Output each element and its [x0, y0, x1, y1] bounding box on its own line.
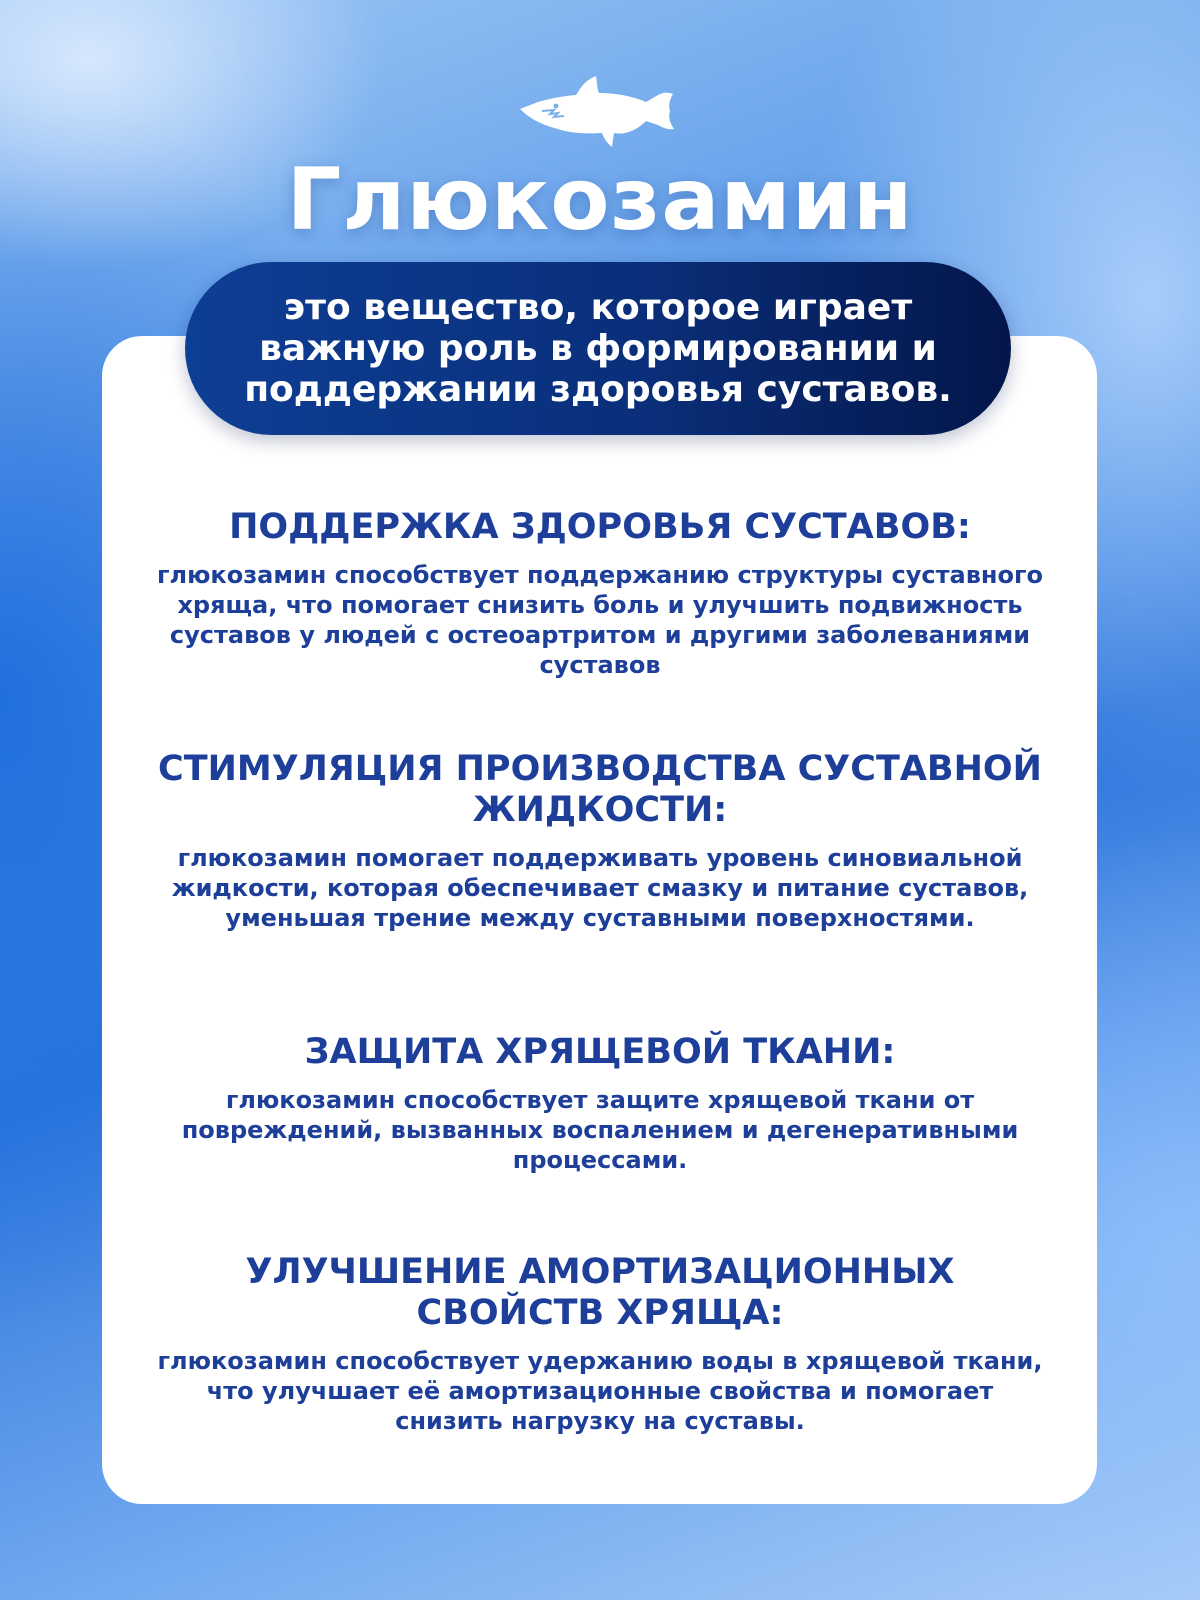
section-text: глюкозамин способствует защите хрящевой ткани от повреждений, вызванных воспалением и дегенеративными процессами. [181, 1086, 1019, 1174]
section-text: глюкозамин способствует удержанию воды в хрящевой ткани, что улучшает её амортизационные свойства и помогает снизить нагрузку на суставы. [157, 1347, 1043, 1435]
section-heading: УЛУЧШЕНИЕ АМОРТИЗАЦИОННЫХ СВОЙСТВ ХРЯЩА: [245, 1252, 955, 1333]
section-synovial-fluid [0, 749, 1200, 933]
section-heading: ЗАЩИТА ХРЯЩЕВОЙ ТКАНИ: [304, 1032, 896, 1072]
section-joint-health [0, 507, 1200, 680]
section-text: глюкозамин способствует поддержанию структуры суставного хряща, что помогает снизить боль и улучшить подвижность суставов у людей с остеоартритом и другими заболеваниями суставов [156, 561, 1043, 679]
section-heading: СТИМУЛЯЦИЯ ПРОИЗВОДСТВА СУСТАВНОЙ ЖИДКОСТИ: [158, 749, 1042, 830]
intro-text: это вещество, которое играет важную роль в формировании и поддержании здоровья суставов. [244, 287, 952, 410]
section-cartilage-protection [0, 1032, 1200, 1175]
section-text: глюкозамин помогает поддерживать уровень синовиальной жидкости, которая обеспечивает смазку и питание суставов, уменьшая трение между суставными поверхностями. [171, 844, 1029, 932]
intro-banner [185, 262, 1011, 435]
page-title: Глюкозамин [286, 150, 914, 250]
shark-icon [518, 75, 682, 155]
section-shock-absorption [0, 1252, 1200, 1436]
section-heading: ПОДДЕРЖКА ЗДОРОВЬЯ СУСТАВОВ: [229, 507, 971, 547]
